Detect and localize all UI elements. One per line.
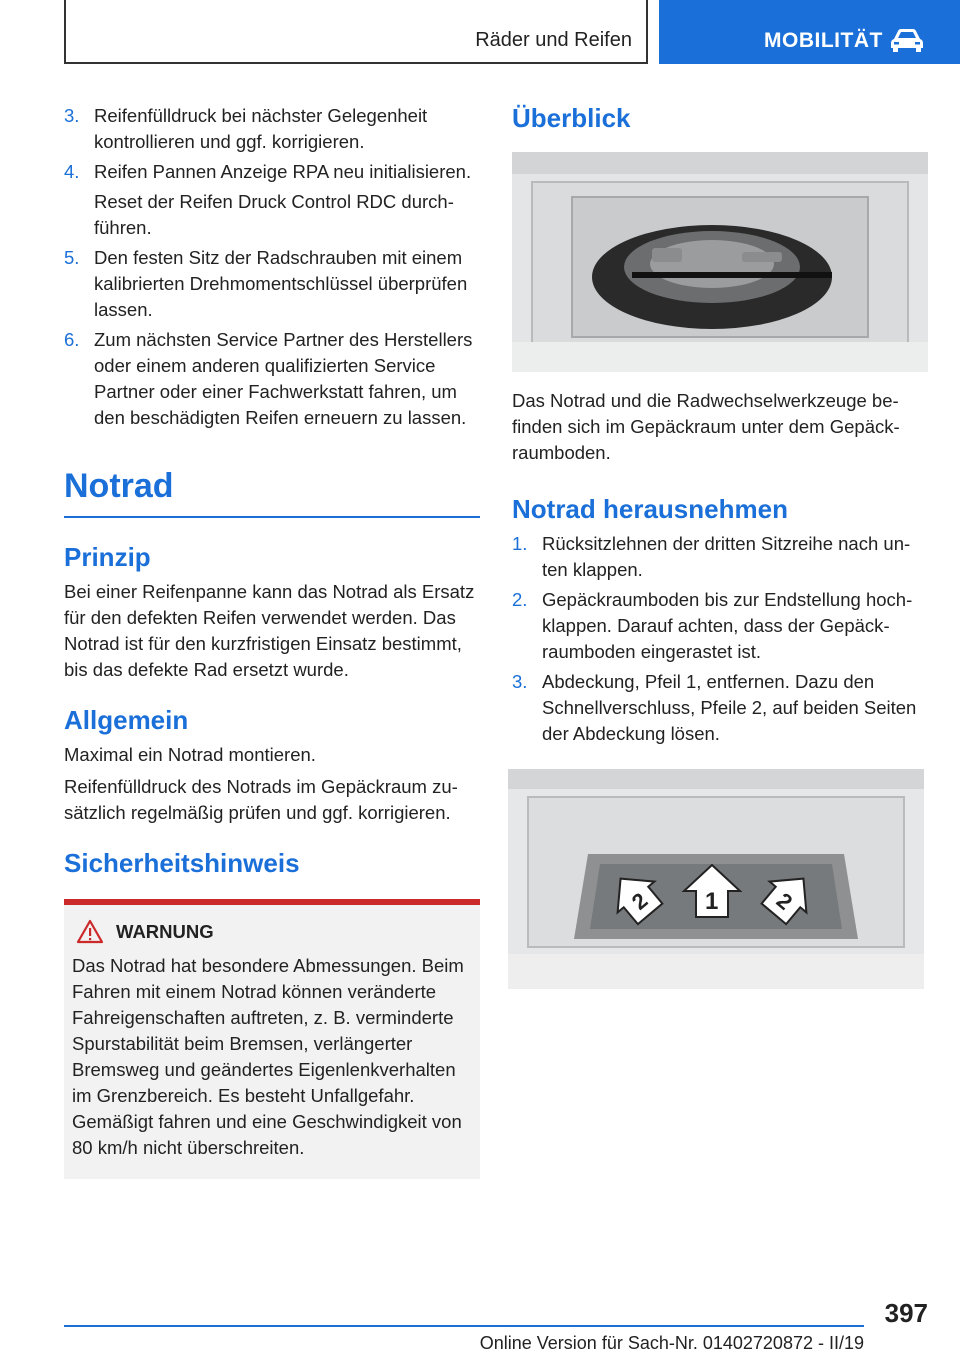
step-text: Rücksitzlehnen der dritten Sitzreihe nach unten klappen. [542,533,911,580]
removal-steps-list [512,531,928,747]
step-number: 1. [512,533,528,554]
sicherheit-heading: Sicherheitshinweis [64,848,300,878]
svg-text:2: 2 [626,887,653,915]
repair-steps-list-continued [64,245,480,431]
page-number: 397 [884,1298,928,1328]
cover-removal-illustration [508,769,924,989]
prinzip-text: Bei einer Reifenpanne kann das Notrad als Ersatz für den defekten Reifen verwendet werden. Das Notrad ist für den kurzfristigen Einsatz bestimmt, bis das defekte Rad ersetzt wurde. [64,581,475,680]
step-number: 3. [64,105,80,126]
footer-rule [64,1325,864,1327]
spare-wheel-illustration [512,152,928,372]
step-substep: Reset der Reifen Druck Control RDC durchführen. [94,191,454,238]
warning-title [72,919,472,945]
warning-label: WARNUNG [116,921,214,942]
left-column [64,103,480,1179]
step-text: Reifen Pannen Anzeige RPA neu initialisieren. [94,161,472,182]
step-text: Gepäckraumboden bis zur Endstellung hochklappen. Darauf achten, dass der Gepäckraumboden eingerastet ist. [542,589,913,662]
header-section-box [64,0,648,64]
spare-wheel-photo [512,152,928,372]
warning-text: Das Notrad hat besondere Abmessungen. Beim Fahren mit einem Notrad können veränderte Fahreigenschaften auftreten, z. B. verminderte Spurstabilität beim Bremsen, verlängerter Bremsweg und geändertes Eigenlenkverhalten im Grenzbereich. Es besteht Unfallgefahr. Gemäßigt fahren und eine Geschwindigkeit von 80 km/h nicht überschreiten. [72,955,464,1158]
list-item [512,669,928,747]
step-text: Den festen Sitz der Radschrauben mit einem kalibrierten Drehmomentschlüssel überprüfen lassen. [94,247,468,320]
svg-text:2: 2 [771,887,798,915]
header-chapter-title: MOBILITÄT [764,29,883,52]
step-number: 5. [64,247,80,268]
herausnehmen-heading: Notrad herausnehmen [512,494,788,524]
list-item [64,103,480,155]
step-number: 3. [512,671,528,692]
car-icon [889,27,925,53]
step-number: 4. [64,161,80,182]
allgemein-text-1: Maximal ein Notrad montieren. [64,744,316,765]
prinzip-heading: Prinzip [64,542,151,572]
svg-text:1: 1 [705,888,719,915]
repair-steps-list [64,103,480,185]
step-text: Abdeckung, Pfeil 1, entfernen. Dazu den Schnellverschluss, Pfeile 2, auf beiden Seiten der Abdeckung lösen. [542,671,917,744]
list-item [512,587,928,665]
cover-removal-photo [508,769,924,989]
ueberblick-heading: Überblick [512,103,631,133]
step-text: Zum nächsten Service Partner des Herstellers oder einem anderen qualifizierten Service Partner oder einer Fachwerkstatt fahren, um den beschädigten Reifen erneuern zu lassen. [94,329,473,428]
allgemein-text-2: Reifenfülldruck des Notrads im Gepäckraum zusätzlich regelmäßig prüfen und ggf. korrigieren. [64,776,458,823]
list-item [64,159,480,185]
step-number: 6. [64,329,80,350]
photo1-caption: Das Notrad und die Radwechselwerkzeuge befinden sich im Gepäckraum unter dem Gepäckraumboden. [512,390,900,463]
footer-online-version: Online Version für Sach-Nr. 01402720872 - II/19 [479,1333,864,1353]
notrad-heading-block [64,467,480,518]
heading-rule [64,516,480,518]
chapter-heading: Notrad [64,467,174,505]
warning-box [64,899,480,1179]
warning-triangle-icon [76,919,104,944]
header-section-title: Räder und Reifen [475,29,632,51]
right-column [512,103,928,989]
allgemein-heading: Allgemein [64,705,189,735]
list-item [512,531,928,583]
list-item [64,327,480,431]
step-number: 2. [512,589,528,610]
step-text: Reifenfülldruck bei nächster Gelegenheit kontrollieren und ggf. korrigieren. [94,105,428,152]
list-item [64,245,480,323]
header-chapter-box [659,0,960,64]
